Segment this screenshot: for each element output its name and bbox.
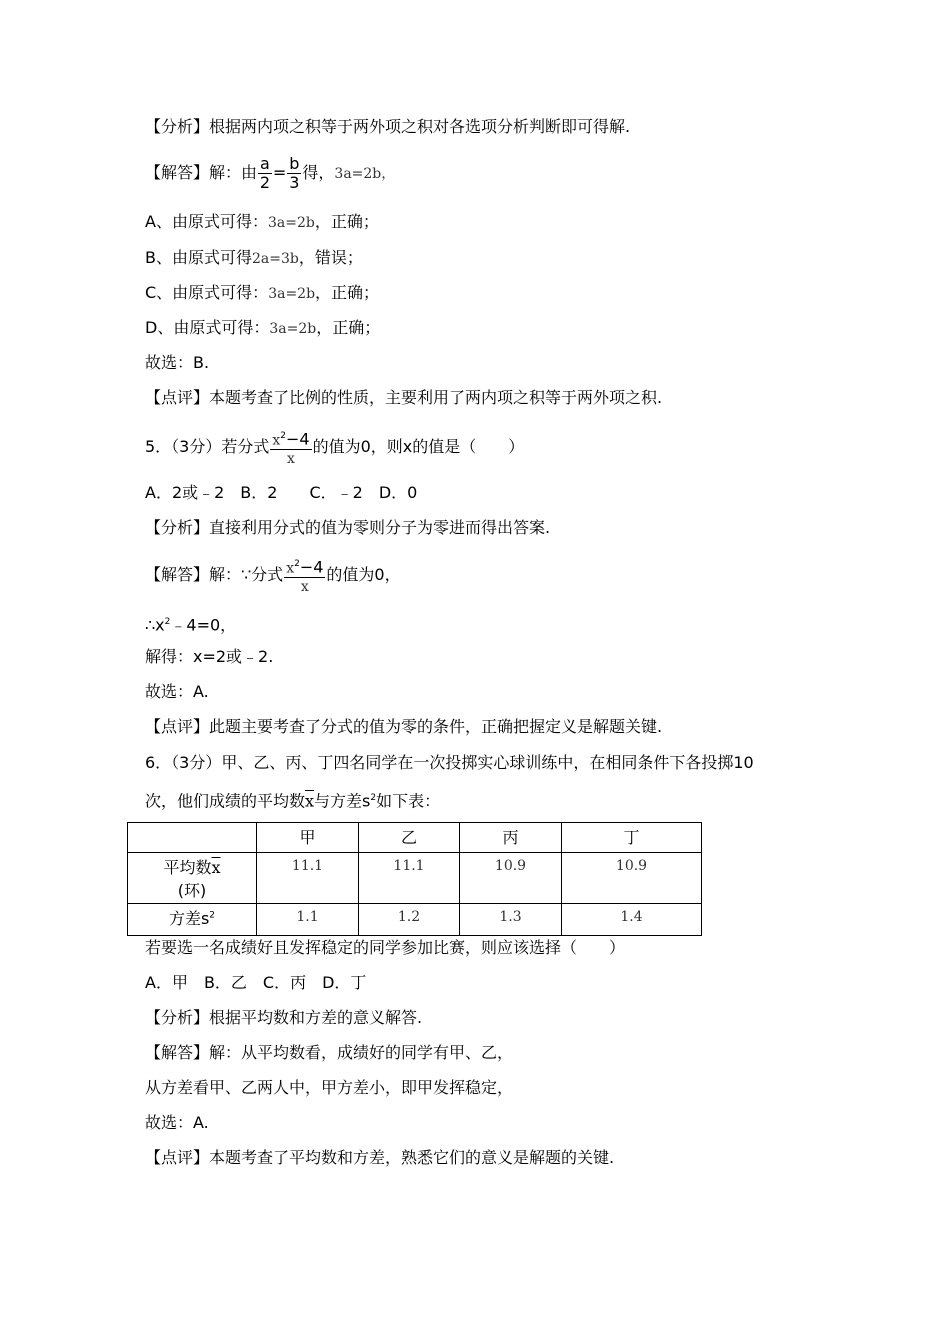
result: ，正确； (315, 283, 380, 302)
exp: 2 (294, 559, 300, 569)
result: ，正确； (314, 212, 379, 231)
unit: (环) (177, 881, 207, 900)
numerator (270, 427, 311, 450)
math: 3a=2b (268, 286, 316, 302)
q4-option-d (145, 318, 380, 339)
header-cell (128, 823, 257, 853)
q6-answer1: 【解答】解：从平均数看，成绩好的同学有甲、乙， (145, 1043, 514, 1062)
q5-stem (145, 427, 524, 468)
q6-question: 若要选一名成绩好且发挥稳定的同学参加比赛，则应该选择（ ） (145, 938, 626, 957)
label: A、由原式可得： (145, 212, 268, 231)
table-row (128, 853, 702, 904)
header-cell: 丙 (460, 823, 562, 853)
header-cell: 乙 (359, 823, 460, 853)
q5-answer (145, 555, 401, 596)
text: 方差s (168, 909, 210, 928)
q5-comment: 【点评】此题主要考查了分式的值为零的条件，正确把握定义是解题关键. (145, 717, 663, 736)
fraction (284, 555, 325, 596)
equals: = (272, 163, 287, 182)
exp: 2 (370, 793, 377, 803)
q4-comment: 【点评】本题考查了比例的性质，主要利用了两内项之积等于两外项之积. (145, 388, 663, 407)
table-cell: 1.2 (359, 904, 460, 936)
fraction (270, 427, 311, 468)
q4-option-a (145, 212, 379, 233)
text: ﹣4=0， (170, 615, 237, 635)
x-bar: $\overline{x}$ (211, 858, 221, 877)
q5-choice: 故选：A. (145, 682, 209, 701)
label: B、由原式可得 (145, 248, 252, 267)
q5-step1 (145, 612, 236, 635)
q5-options: A．2或﹣2 B．2 C．﹣2 D．0 (145, 483, 418, 502)
result: ，错误； (298, 248, 363, 267)
q6-answer2: 从方差看甲、乙两人中，甲方差小，即甲发挥稳定， (145, 1078, 514, 1097)
math: 3a=2b (269, 321, 317, 337)
var: x (286, 560, 295, 577)
text: 5．（3分）若分式 (145, 437, 270, 457)
denominator: x (300, 579, 309, 596)
q6-options: A．甲 B．乙 C．丙 D．丁 (145, 973, 367, 992)
var: x (272, 432, 281, 449)
q5-step2: 解得：x=2或﹣2. (145, 647, 274, 666)
denominator: 3 (289, 173, 300, 192)
q5-analysis: 【分析】直接利用分式的值为零则分子为零进而得出答案. (145, 518, 551, 537)
q6-stem-line2 (145, 788, 440, 811)
math: 2a=3b (251, 251, 299, 267)
math: 3a=2b， (334, 166, 396, 182)
text: 平均数 (163, 858, 212, 877)
text: 次，他们成绩的平均数 (145, 791, 306, 811)
table-cell: 11.1 (359, 853, 460, 904)
table-cell: 1.4 (562, 904, 702, 936)
label: C、由原式可得： (145, 283, 269, 302)
text: 如下表： (376, 791, 441, 811)
numerator: b (289, 154, 300, 173)
text: 得， (302, 163, 335, 182)
row-label (128, 904, 257, 936)
rest: −4 (286, 429, 310, 449)
score-table (127, 822, 702, 936)
table-cell: 1.3 (460, 904, 562, 936)
numerator (284, 555, 325, 578)
denominator: 2 (259, 173, 271, 192)
q4-answer (145, 155, 395, 192)
q4-option-b (145, 248, 363, 269)
table-header-row (128, 823, 702, 853)
fraction (258, 155, 272, 192)
table-cell: 1.1 (257, 904, 359, 936)
text: 与方差s (314, 791, 371, 811)
exp: 2 (280, 431, 287, 441)
math: 3a=2b (267, 215, 315, 231)
q4-analysis: 【分析】根据两内项之积等于两外项之积对各选项分析判断即可得解. (145, 117, 631, 136)
table-cell: 10.9 (562, 853, 702, 904)
row-label (128, 853, 257, 904)
result: ，正确； (316, 318, 381, 337)
text: 的值为0， (326, 565, 401, 585)
q6-choice: 故选：A. (145, 1113, 209, 1132)
text: 【解答】解：∵分式 (145, 565, 284, 585)
q6-analysis: 【分析】根据平均数和方差的意义解答. (145, 1008, 423, 1027)
table-cell: 10.9 (460, 853, 562, 904)
q6-stem-line1: 6．（3分）甲、乙、丙、丁四名同学在一次投掷实心球训练中，在相同条件下各投掷10 (145, 753, 754, 772)
q6-comment: 【点评】本题考查了平均数和方差，熟悉它们的意义是解题的关键. (145, 1148, 615, 1167)
table-cell: 11.1 (257, 853, 359, 904)
table-row (128, 904, 702, 936)
numerator: a (260, 154, 270, 173)
exp: 2 (164, 617, 171, 627)
label: D、由原式可得： (145, 318, 270, 337)
rest: −4 (299, 557, 324, 577)
header-cell: 甲 (257, 823, 359, 853)
fraction (287, 155, 301, 192)
text: ∴x (145, 615, 165, 635)
q4-choice: 故选：B. (145, 353, 210, 372)
text: 【解答】解：由 (145, 163, 258, 182)
exp: 2 (209, 910, 216, 921)
header-cell: 丁 (562, 823, 702, 853)
denominator: x (287, 451, 295, 468)
text: 的值为0，则x的值是（ ） (312, 437, 525, 457)
q4-option-c (145, 283, 379, 304)
x-bar: $\overline{x}$ (305, 791, 315, 811)
